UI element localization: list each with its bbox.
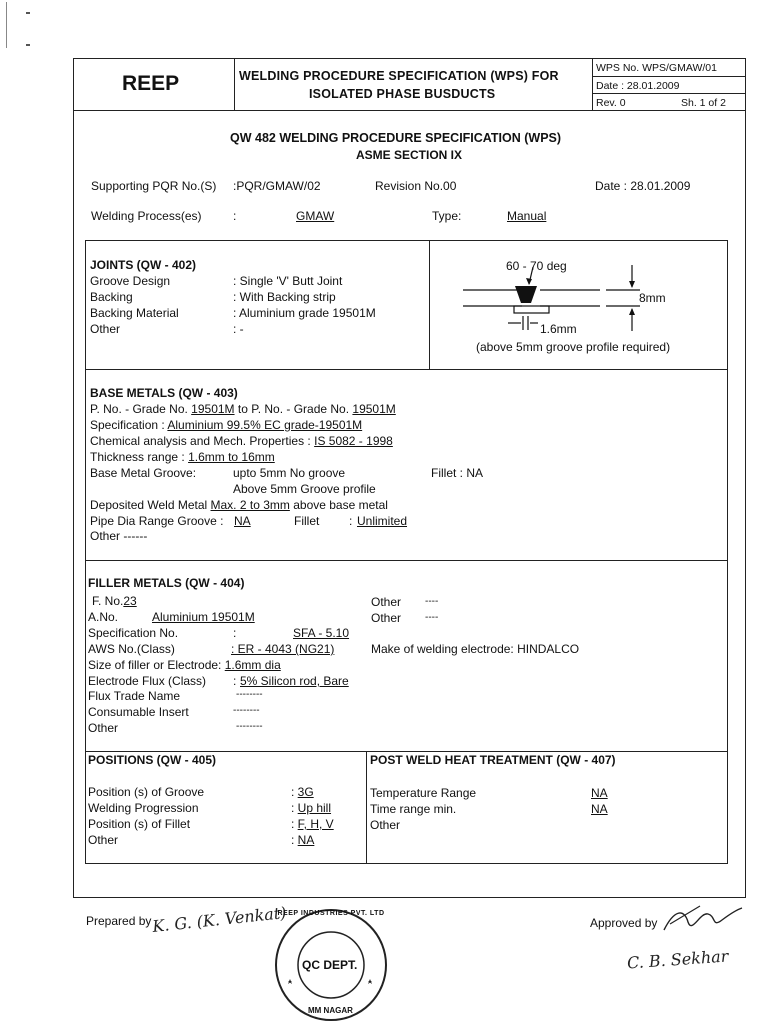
margin-mark (6, 2, 7, 48)
pqr-value: :PQR/GMAW/02 (233, 179, 321, 193)
deposited-suffix: above base metal (293, 498, 388, 512)
aws-label: AWS No.(Class) (88, 642, 175, 656)
right-other-2-value: ---- (425, 612, 439, 623)
chem-line (90, 434, 393, 449)
pipe-value: NA (234, 514, 251, 528)
f-no-value: 23 (123, 594, 137, 608)
p-no-mid: to P. No. - Grade No. (237, 402, 350, 416)
flux-colon: : (233, 674, 237, 688)
flux-value: 5% Silicon rod, Bare (240, 674, 349, 688)
header-divider-2 (592, 58, 593, 110)
stamp-outer-text: REEP INDUSTRIES PVT. LTD (277, 910, 385, 917)
trade-value: -------- (236, 689, 263, 700)
position-row-value: : Up hill (291, 801, 332, 815)
deposited-value: Max. 2 to 3mm (210, 498, 290, 512)
joint-row-label: Backing Material (90, 306, 179, 320)
company-name: REEP (122, 72, 180, 95)
size-line (88, 658, 281, 673)
pwht-temp-label: Temperature Range (370, 786, 477, 800)
wps-title-line2: ISOLATED PHASE BUSDUCTS (309, 87, 496, 101)
deposited-label: Deposited Weld Metal (90, 498, 208, 512)
filler-other-value: -------- (236, 721, 263, 732)
grade-1: 19501M (191, 402, 235, 416)
pipe-fillet-label: Fillet (294, 514, 320, 528)
size-label: Size of filler or Electrode: (88, 658, 222, 672)
stamp-bottom-text: MM NAGAR (308, 1006, 353, 1015)
position-row-value: : 3G (291, 785, 314, 799)
header-info-line-1 (592, 76, 746, 77)
filler-spec-colon: : (233, 626, 237, 640)
joints-bottom-line (85, 369, 728, 370)
approved-scribble (660, 900, 744, 940)
pwht-time-value: NA (591, 802, 608, 816)
weld-bead (515, 286, 537, 303)
margin-mark-dot (26, 12, 30, 14)
pwht-time-label: Time range min. (370, 802, 457, 816)
prepared-signature: K. G. (K. Venkat) (151, 903, 288, 936)
spec-line (90, 418, 362, 433)
base-bottom-line (85, 560, 728, 561)
type-label: Type: (432, 209, 462, 223)
joints-heading: JOINTS (QW - 402) (90, 258, 197, 272)
p-no-prefix: P. No. - Grade No. (90, 402, 188, 416)
filler-heading: FILLER METALS (QW - 404) (88, 576, 245, 590)
position-row-label: Position (s) of Fillet (88, 817, 191, 831)
angle-arrowhead (526, 278, 532, 285)
positions-heading: POSITIONS (QW - 405) (88, 753, 217, 767)
wps-revision: Rev. 0 (596, 97, 626, 109)
size-value: 1.6mm dia (224, 658, 281, 672)
prepared-label: Prepared by (86, 914, 152, 928)
joint-row-label: Backing (90, 290, 133, 304)
base-fillet: Fillet : NA (431, 466, 484, 480)
trade-label: Flux Trade Name (88, 689, 181, 703)
main-title: QW 482 WELDING PROCEDURE SPECIFICATION (WPS) (230, 131, 562, 145)
spec-value: Aluminium 99.5% EC grade-19501M (167, 418, 363, 432)
pwht-temp-value: NA (591, 786, 608, 800)
backing-strip (514, 306, 549, 313)
pipe-label: Pipe Dia Range Groove : (90, 514, 224, 528)
approved-label: Approved by (590, 916, 658, 930)
chem-label: Chemical analysis and Mech. Properties : (90, 434, 311, 448)
position-row-value: : NA (291, 833, 315, 847)
margin-mark-dot (26, 44, 30, 46)
base-other: Other ------ (90, 529, 148, 543)
filler-spec-value: SFA - 5.10 (293, 626, 350, 640)
right-other-1-value: ---- (425, 596, 439, 607)
revision-number: Revision No.00 (375, 179, 457, 193)
info-date: Date : 28.01.2009 (595, 179, 691, 193)
thickness-label: 8mm (639, 291, 666, 305)
joint-row-value: : - (233, 322, 244, 336)
consumable-value: -------- (233, 705, 260, 716)
process-value: GMAW (296, 209, 335, 223)
spec-label: Specification : (90, 418, 165, 432)
position-row-label: Other (88, 833, 119, 847)
pqr-label: Supporting PQR No.(S) (91, 179, 217, 193)
stamp-star-right (368, 979, 372, 984)
approved-signature: C. B. Sekhar (626, 946, 729, 973)
f-no-line (92, 594, 137, 609)
aws-value: : ER - 4043 (NG21) (231, 642, 335, 656)
header-bottom-line (74, 110, 746, 111)
electrode-make: Make of welding electrode: HINDALCO (371, 642, 580, 656)
pipe-fillet-value: Unlimited (357, 514, 408, 528)
filler-other-label: Other (88, 721, 119, 735)
wps-date: Date : 28.01.2009 (596, 80, 680, 92)
wps-sheet: Sh. 1 of 2 (681, 97, 726, 109)
angle-label: 60 - 70 deg (506, 259, 567, 273)
thickness-range-value: 1.6mm to 16mm (188, 450, 275, 464)
qc-stamp (272, 906, 390, 1024)
pipe-fillet-colon: : (349, 514, 353, 528)
joint-row-label: Other (90, 322, 121, 336)
consumable-label: Consumable Insert (88, 705, 189, 719)
position-row-label: Position (s) of Groove (88, 785, 205, 799)
joint-row-value: : Aluminium grade 19501M (233, 306, 376, 320)
joint-row-value: : Single 'V' Butt Joint (233, 274, 343, 288)
joint-row-value: : With Backing strip (233, 290, 336, 304)
wps-number: WPS No. WPS/GMAW/01 (596, 62, 717, 74)
grade-2: 19501M (352, 402, 396, 416)
right-other-2-label: Other (371, 611, 402, 625)
process-label: Welding Process(es) (91, 209, 202, 223)
gap-label: 1.6mm (540, 322, 577, 336)
position-row-value: : F, H, V (291, 817, 334, 831)
position-row-label: Welding Progression (88, 801, 199, 815)
process-colon: : (233, 209, 237, 223)
deposited-line (90, 498, 388, 513)
filler-spec-label: Specification No. (88, 626, 179, 640)
pwht-heading: POST WELD HEAT TREATMENT (QW - 407) (370, 753, 616, 767)
pwht-other-label: Other (370, 818, 401, 832)
header-divider-1 (234, 58, 235, 110)
sub-title: ASME SECTION IX (356, 148, 463, 162)
a-no-label: A.No. (88, 610, 119, 624)
thickness-arrowhead-bottom (629, 308, 635, 315)
a-no-value: Aluminium 19501M (152, 610, 255, 624)
p-no-line (90, 402, 396, 417)
thickness-range-label: Thickness range : (90, 450, 185, 464)
groove-label: Base Metal Groove: (90, 466, 197, 480)
positions-divider (366, 751, 367, 864)
thickness-arrowhead-top (629, 281, 635, 288)
right-other-1-label: Other (371, 595, 402, 609)
base-metals-heading: BASE METALS (QW - 403) (90, 386, 238, 400)
groove-value-1: upto 5mm No groove (233, 466, 346, 480)
header-info-line-2 (592, 93, 746, 94)
groove-note: (above 5mm groove profile required) (476, 340, 671, 354)
type-value: Manual (507, 209, 547, 223)
joint-row-label: Groove Design (90, 274, 171, 288)
groove-value-2: Above 5mm Groove profile (233, 482, 376, 496)
f-no-label: F. No. (92, 594, 124, 608)
chem-value: IS 5082 - 1998 (314, 434, 393, 448)
stamp-center-text: QC DEPT. (302, 958, 358, 972)
stamp-star-left (288, 979, 292, 984)
thickness-line (90, 450, 275, 465)
wps-title-line1: WELDING PROCEDURE SPECIFICATION (WPS) FOR (239, 69, 559, 83)
flux-label: Electrode Flux (Class) (88, 674, 207, 688)
